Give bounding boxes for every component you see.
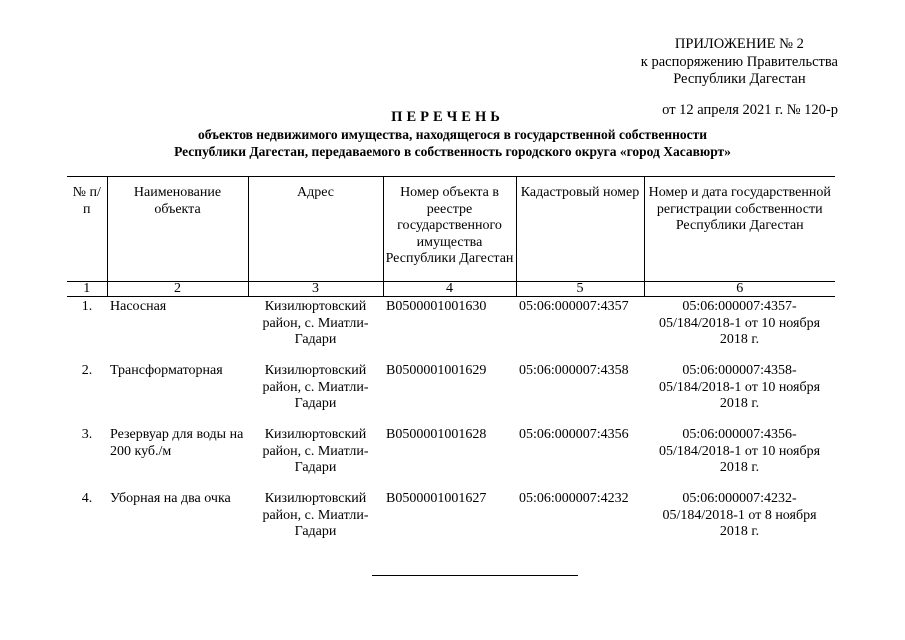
- column-number: 1: [67, 282, 107, 297]
- registry-number: B0500001001630: [386, 299, 487, 314]
- column-number: 5: [516, 282, 644, 297]
- registry-number: B0500001001628: [386, 427, 487, 442]
- appendix-label: ПРИЛОЖЕНИЕ № 2: [674, 36, 804, 52]
- registration-record: 05:06:000007:4356-05/184/2018-1 от 10 ноября 2018 г.: [658, 427, 821, 475]
- column-number: 3: [248, 282, 383, 297]
- document-heading: [0, 108, 905, 160]
- table-row: [67, 361, 835, 425]
- registry-number: B0500001001629: [386, 363, 487, 378]
- appendix-block: [641, 36, 838, 119]
- object-address: Кизилюртовский район, с. Миатли-Гадари: [262, 363, 369, 411]
- cadastral-number: 05:06:000007:4356: [519, 427, 629, 442]
- column-number: 6: [644, 282, 835, 297]
- object-address: Кизилюртовский район, с. Миатли-Гадари: [262, 491, 369, 539]
- header-name: Наименование объекта: [107, 177, 248, 282]
- appendix-line-2: Республики Дагестан: [673, 71, 806, 87]
- object-address: Кизилюртовский район, с. Миатли-Гадари: [262, 427, 369, 475]
- table-header-row: [67, 177, 835, 282]
- header-cadastral: Кадастровый номер: [516, 177, 644, 282]
- table-row: [67, 425, 835, 489]
- property-table: [67, 176, 835, 553]
- cadastral-number: 05:06:000007:4358: [519, 363, 629, 378]
- object-name: Трансформаторная: [110, 363, 223, 378]
- column-number: 4: [383, 282, 516, 297]
- registration-record: 05:06:000007:4357-05/184/2018-1 от 10 ноября 2018 г.: [658, 299, 821, 347]
- object-address: Кизилюртовский район, с. Миатли-Гадари: [262, 299, 369, 347]
- closing-divider: [372, 575, 578, 576]
- object-name: Резервуар для воды на 200 куб./м: [110, 427, 244, 459]
- registry-number: B0500001001627: [386, 491, 487, 506]
- object-name: Уборная на два очка: [110, 491, 231, 506]
- header-registration: Номер и дата государственной регистрации собственности Республики Дагестан: [644, 177, 835, 282]
- document-subtitle-line-1: объектов недвижимого имущества, находящегося в государственной собственности: [197, 127, 708, 142]
- appendix-line-1: к распоряжению Правительства: [640, 53, 838, 70]
- cadastral-number: 05:06:000007:4232: [519, 491, 629, 506]
- object-name: Насосная: [110, 299, 167, 314]
- table-row: [67, 489, 835, 553]
- document-subtitle-line-2: Республики Дагестан, передаваемого в собственность городского округа «город Хасавюрт»: [174, 144, 731, 159]
- document-title: ПЕРЕЧЕНЬ: [391, 109, 504, 125]
- registration-record: 05:06:000007:4358-05/184/2018-1 от 10 ноября 2018 г.: [658, 363, 821, 411]
- registration-record: 05:06:000007:4232-05/184/2018-1 от 8 ноября 2018 г.: [662, 491, 817, 539]
- row-number: 1.: [81, 299, 93, 314]
- row-number: 4.: [81, 491, 93, 506]
- cadastral-number: 05:06:000007:4357: [519, 299, 629, 314]
- row-number: 2.: [81, 363, 93, 378]
- column-number-row: [67, 282, 835, 297]
- table-row: [67, 297, 835, 362]
- header-registry: Номер объекта в реестре государственного имущества Республики Дагестан: [383, 177, 516, 282]
- column-number: 2: [107, 282, 248, 297]
- appendix-date: от 12 апреля 2021 г. № 120-р: [662, 101, 838, 118]
- row-number: 3.: [81, 427, 93, 442]
- header-num: № п/п: [67, 177, 107, 282]
- header-address: Адрес: [248, 177, 383, 282]
